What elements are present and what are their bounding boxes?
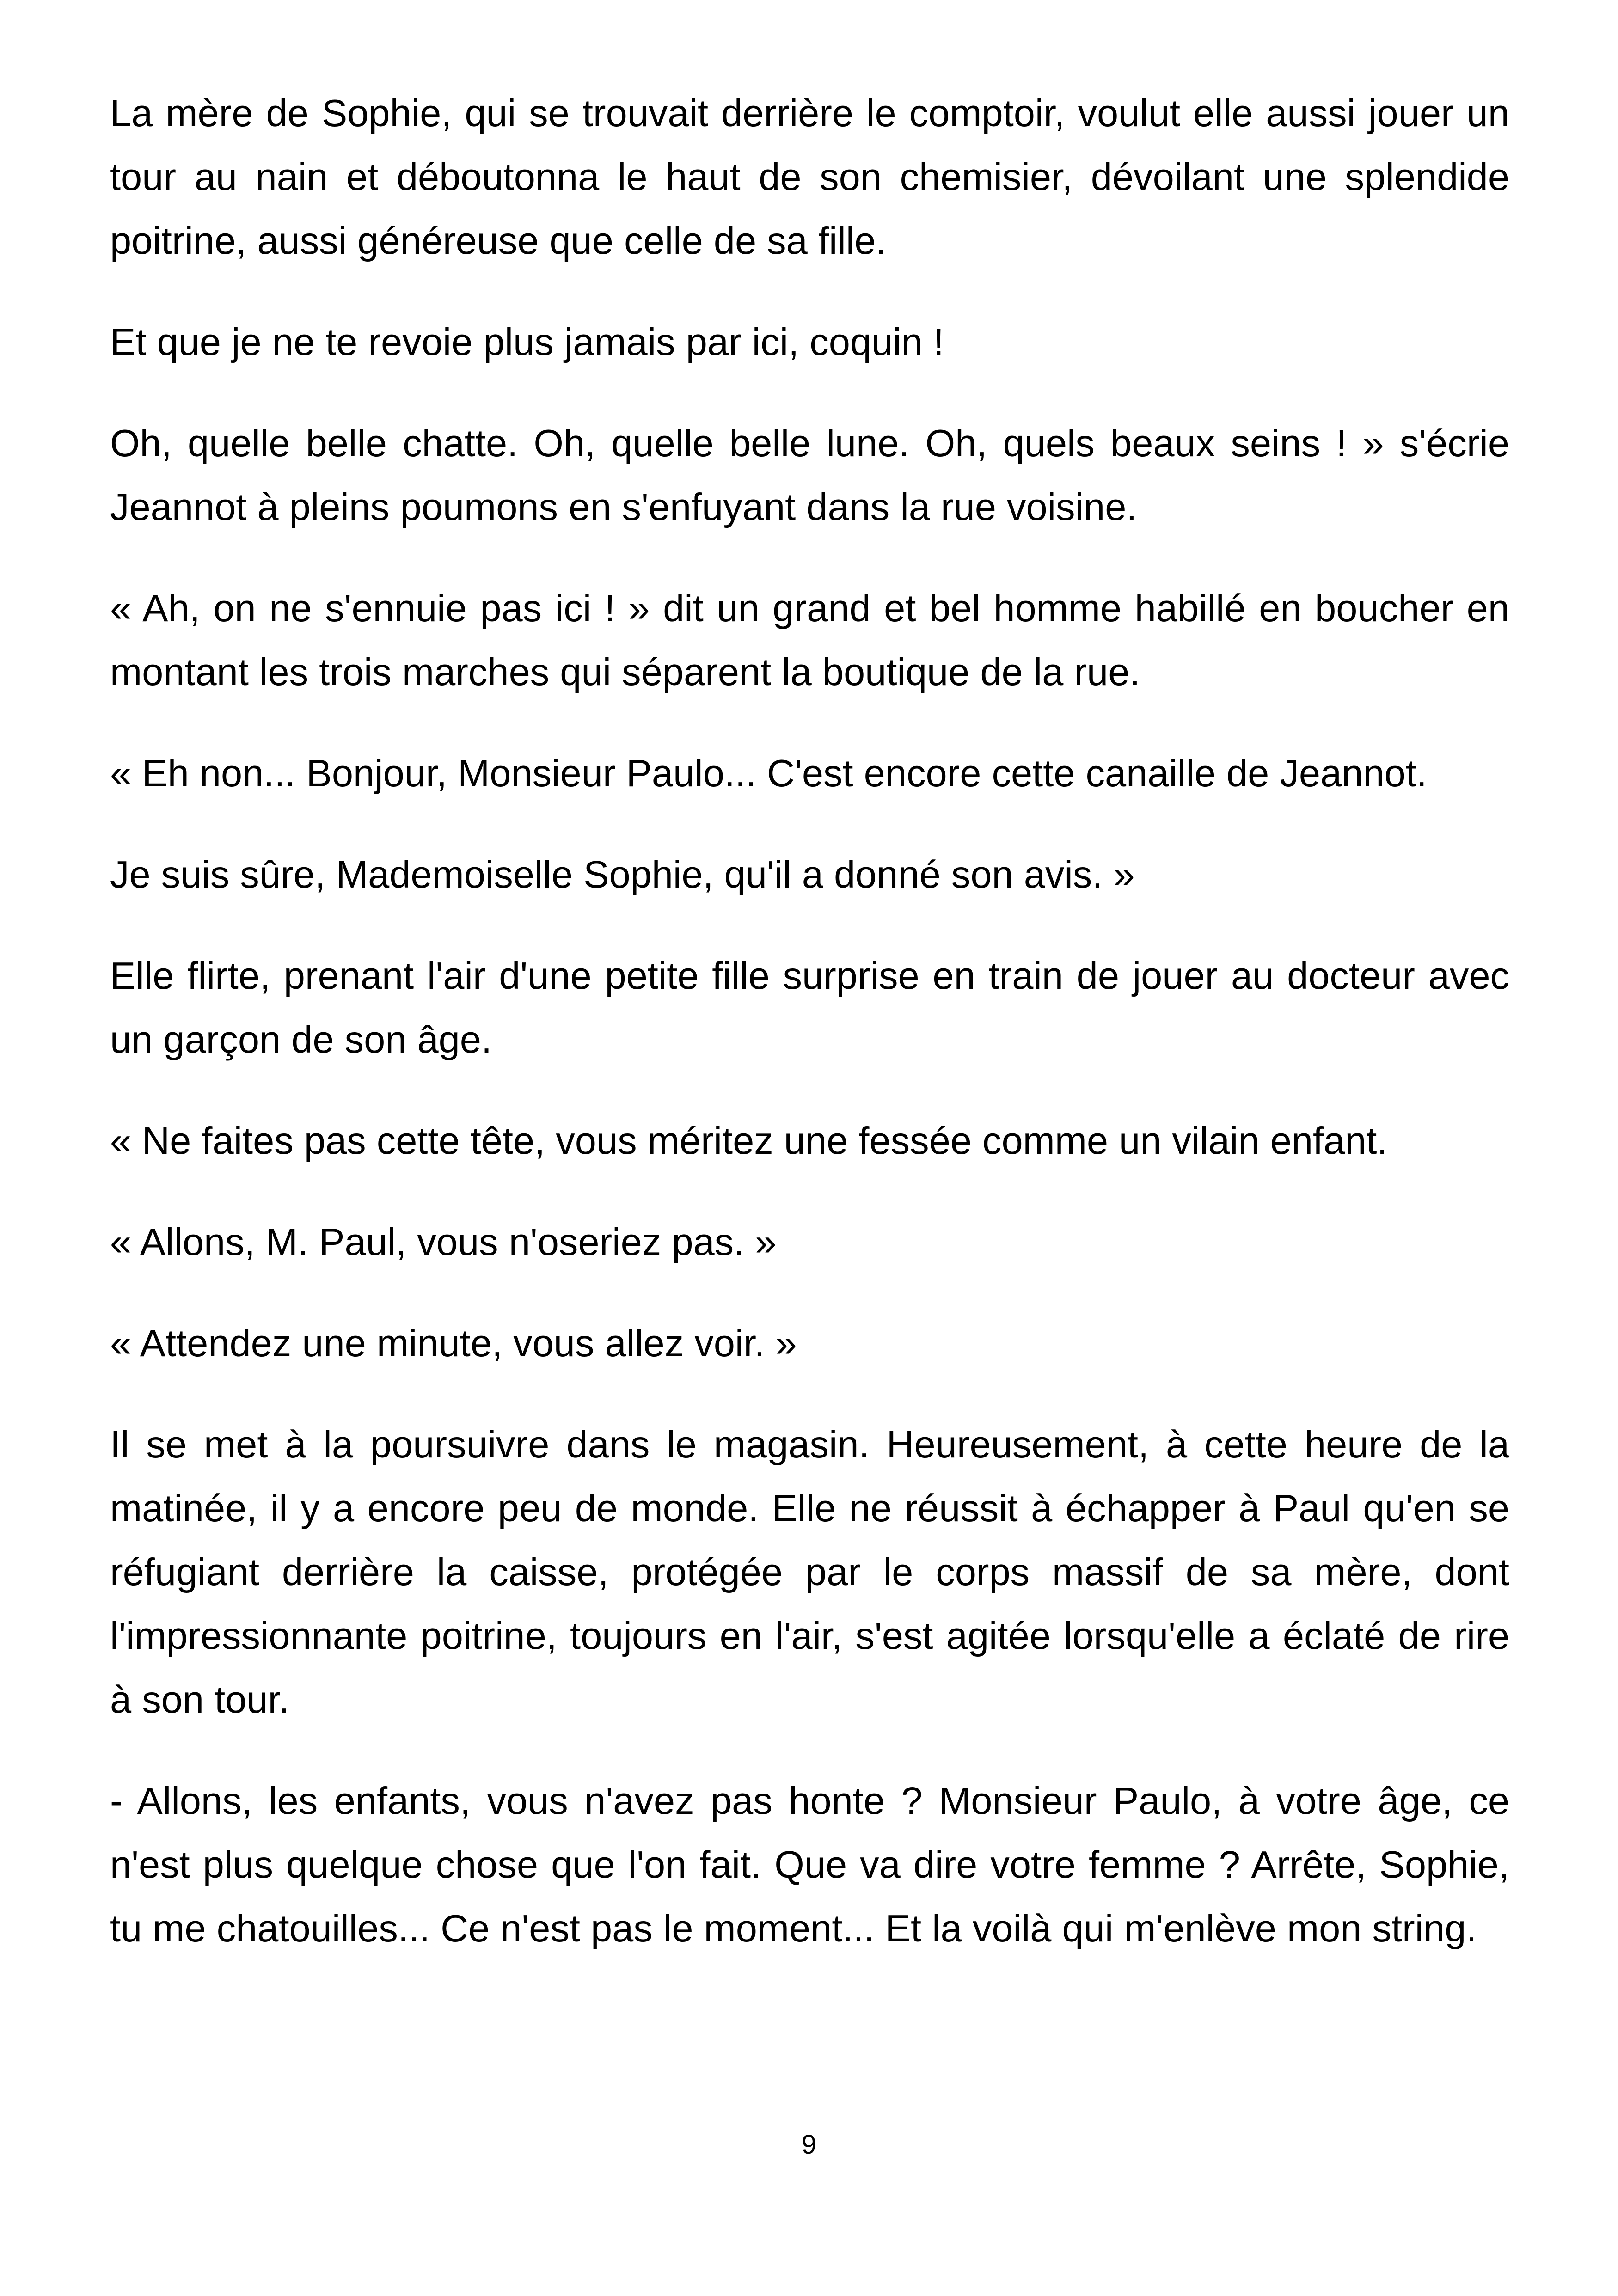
paragraph: Il se met à la poursuivre dans le magasin. Heureusement, à cette heure de la matinée, il y a encore peu de monde. Elle ne réussit à échapper à Paul qu'en se réfugiant derrière la caisse, protégée par le corps massif de sa mère, dont l'impressionnante poitrine, toujours en l'air, s'est agitée lorsqu'elle a éclaté de rire à son tour. bbox=[110, 1423, 1509, 1721]
page-number: 9 bbox=[801, 2130, 817, 2160]
paragraph: « Eh non... Bonjour, Monsieur Paulo... C'est encore cette canaille de Jeannot. bbox=[110, 752, 1427, 795]
paragraph: « Allons, M. Paul, vous n'oseriez pas. » bbox=[110, 1220, 777, 1263]
paragraph: « Ah, on ne s'ennuie pas ici ! » dit un grand et bel homme habillé en boucher en montant les trois marches qui séparent la boutique de la rue. bbox=[110, 587, 1509, 693]
paragraph: Oh, quelle belle chatte. Oh, quelle belle lune. Oh, quels beaux seins ! » s'écrie Jeannot à pleins poumons en s'enfuyant dans la rue voisine. bbox=[110, 422, 1509, 528]
paragraph: - Allons, les enfants, vous n'avez pas honte ? Monsieur Paulo, à votre âge, ce n'est plus quelque chose que l'on fait. Que va dire votre femme ? Arrête, Sophie, tu me chatouilles... Ce n'est pas le moment... Et la voilà qui m'enlève mon string. bbox=[110, 1779, 1509, 1950]
body-text bbox=[110, 81, 1509, 1998]
paragraph: Elle flirte, prenant l'air d'une petite fille surprise en train de jouer au docteur avec un garçon de son âge. bbox=[110, 954, 1509, 1061]
paragraph: « Ne faites pas cette tête, vous méritez une fessée comme un vilain enfant. bbox=[110, 1119, 1388, 1162]
paragraph: « Attendez une minute, vous allez voir. » bbox=[110, 1322, 797, 1365]
paragraph: Et que je ne te revoie plus jamais par ici, coquin ! bbox=[110, 320, 944, 363]
paragraph: La mère de Sophie, qui se trouvait derrière le comptoir, voulut elle aussi jouer un tour au nain et déboutonna le haut de son chemisier, dévoilant une splendide poitrine, aussi généreuse que celle de sa fille. bbox=[110, 92, 1509, 262]
paragraph: Je suis sûre, Mademoiselle Sophie, qu'il a donné son avis. » bbox=[110, 853, 1135, 896]
